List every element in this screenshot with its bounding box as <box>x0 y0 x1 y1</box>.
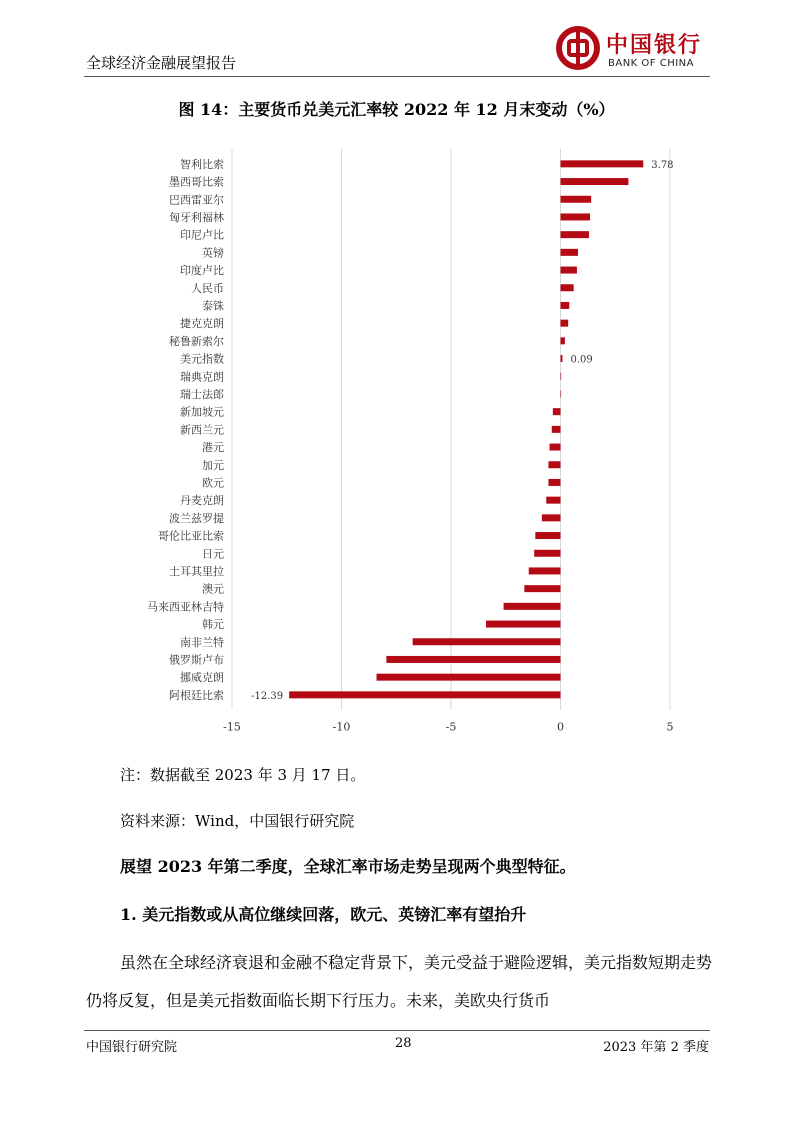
category-label: 哥伦比亚比索 <box>158 529 224 543</box>
bar <box>561 284 574 291</box>
category-label: 南非兰特 <box>180 635 224 649</box>
category-label: 巴西雷亚尔 <box>169 193 224 207</box>
bar <box>546 497 560 504</box>
bar <box>561 178 629 185</box>
bar <box>561 390 562 397</box>
footer-institute: 中国银行研究院 <box>86 1040 178 1055</box>
bar <box>561 337 565 344</box>
page-number: 28 <box>395 1036 412 1051</box>
body-paragraph: 虽然在全球经济衰退和金融不稳定背景下，美元受益于避险逻辑，美元指数短期走势仍将反复，但是美元指数面临长期下行压力。未来，美欧央行货币 <box>86 953 713 1010</box>
bar <box>524 585 560 592</box>
bar <box>552 426 561 433</box>
x-tick-label: 5 <box>666 720 674 734</box>
category-label: 新西兰元 <box>180 423 224 437</box>
bar <box>534 550 560 557</box>
category-label: 人民币 <box>191 281 224 295</box>
category-label: 韩元 <box>202 618 224 632</box>
chart-note: 注：数据截至 2023 年 3 月 17 日。 <box>120 766 366 784</box>
bank-emblem-icon <box>556 26 604 74</box>
category-label: 泰铢 <box>202 299 224 313</box>
x-tick-label: -10 <box>332 720 351 734</box>
currency-change-bar-chart <box>0 140 793 740</box>
logo-chinese-text: 中国银行 <box>606 32 703 58</box>
bar <box>486 621 560 628</box>
header-divider <box>84 76 710 77</box>
bar <box>561 231 589 238</box>
category-label: 土耳其里拉 <box>169 564 224 578</box>
bar <box>377 674 561 681</box>
category-label: 俄罗斯卢布 <box>169 653 224 667</box>
bar <box>535 532 560 539</box>
logo-english-text: BANK OF CHINA <box>608 58 694 69</box>
category-label: 挪威克朗 <box>180 671 224 685</box>
x-tick-label: -5 <box>445 720 457 734</box>
bar <box>561 196 592 203</box>
category-label: 阿根廷比索 <box>169 688 224 702</box>
bar <box>561 249 579 256</box>
header-title: 全球经济金融展望报告 <box>86 54 237 72</box>
figure-title: 图 14：主要货币兑美元汇率较 2022 年 12 月末变动（%） <box>178 100 615 119</box>
category-label: 美元指数 <box>180 352 224 366</box>
bar <box>561 160 644 167</box>
category-label: 丹麦克朗 <box>180 494 224 508</box>
category-label: 港元 <box>202 441 224 455</box>
category-label: 加元 <box>202 458 224 472</box>
x-tick-label: 0 <box>557 720 564 734</box>
category-label: 英镑 <box>202 246 224 260</box>
bar <box>561 267 577 274</box>
bar <box>561 302 570 309</box>
category-label: 瑞典克朗 <box>180 370 224 384</box>
category-label: 欧元 <box>202 476 224 490</box>
bar <box>561 213 591 220</box>
bar <box>413 638 561 645</box>
bar <box>289 691 560 698</box>
lead-sentence: 展望 2023 年第二季度，全球汇率市场走势呈现两个典型特征。 <box>120 857 576 876</box>
data-label: -12.39 <box>251 690 284 702</box>
category-label: 印度卢比 <box>180 264 224 278</box>
category-label: 秘鲁新索尔 <box>169 334 224 348</box>
footer-quarter: 2023 年第 2 季度 <box>603 1040 709 1055</box>
bar <box>548 479 560 486</box>
bar <box>542 514 561 521</box>
data-label: 0.09 <box>570 354 593 366</box>
bar <box>561 320 569 327</box>
bar <box>386 656 560 663</box>
bar <box>561 355 563 362</box>
category-label: 新加坡元 <box>180 405 224 419</box>
footer-divider <box>84 1030 710 1031</box>
x-tick-label: -15 <box>223 720 241 734</box>
category-label: 瑞士法郎 <box>180 387 224 401</box>
category-label: 日元 <box>202 547 224 561</box>
bar <box>553 408 561 415</box>
category-label: 匈牙利福林 <box>169 210 224 224</box>
bank-logo <box>556 26 716 74</box>
category-label: 澳元 <box>202 582 224 596</box>
data-label: 3.78 <box>651 159 674 171</box>
category-label: 印尼卢比 <box>180 228 224 242</box>
bar <box>529 567 561 574</box>
bar <box>548 461 560 468</box>
bar <box>550 444 561 451</box>
section-heading: 1. 美元指数或从高位继续回落，欧元、英镑汇率有望抬升 <box>120 905 527 924</box>
bar <box>561 373 562 380</box>
category-label: 智利比索 <box>180 157 224 171</box>
category-label: 波兰兹罗提 <box>169 511 224 525</box>
category-label: 捷克克朗 <box>180 317 224 331</box>
category-label: 墨西哥比索 <box>169 175 224 189</box>
bar <box>504 603 561 610</box>
chart-source: 资料来源：Wind，中国银行研究院 <box>120 812 355 830</box>
category-label: 马来西亚林吉特 <box>147 600 224 614</box>
